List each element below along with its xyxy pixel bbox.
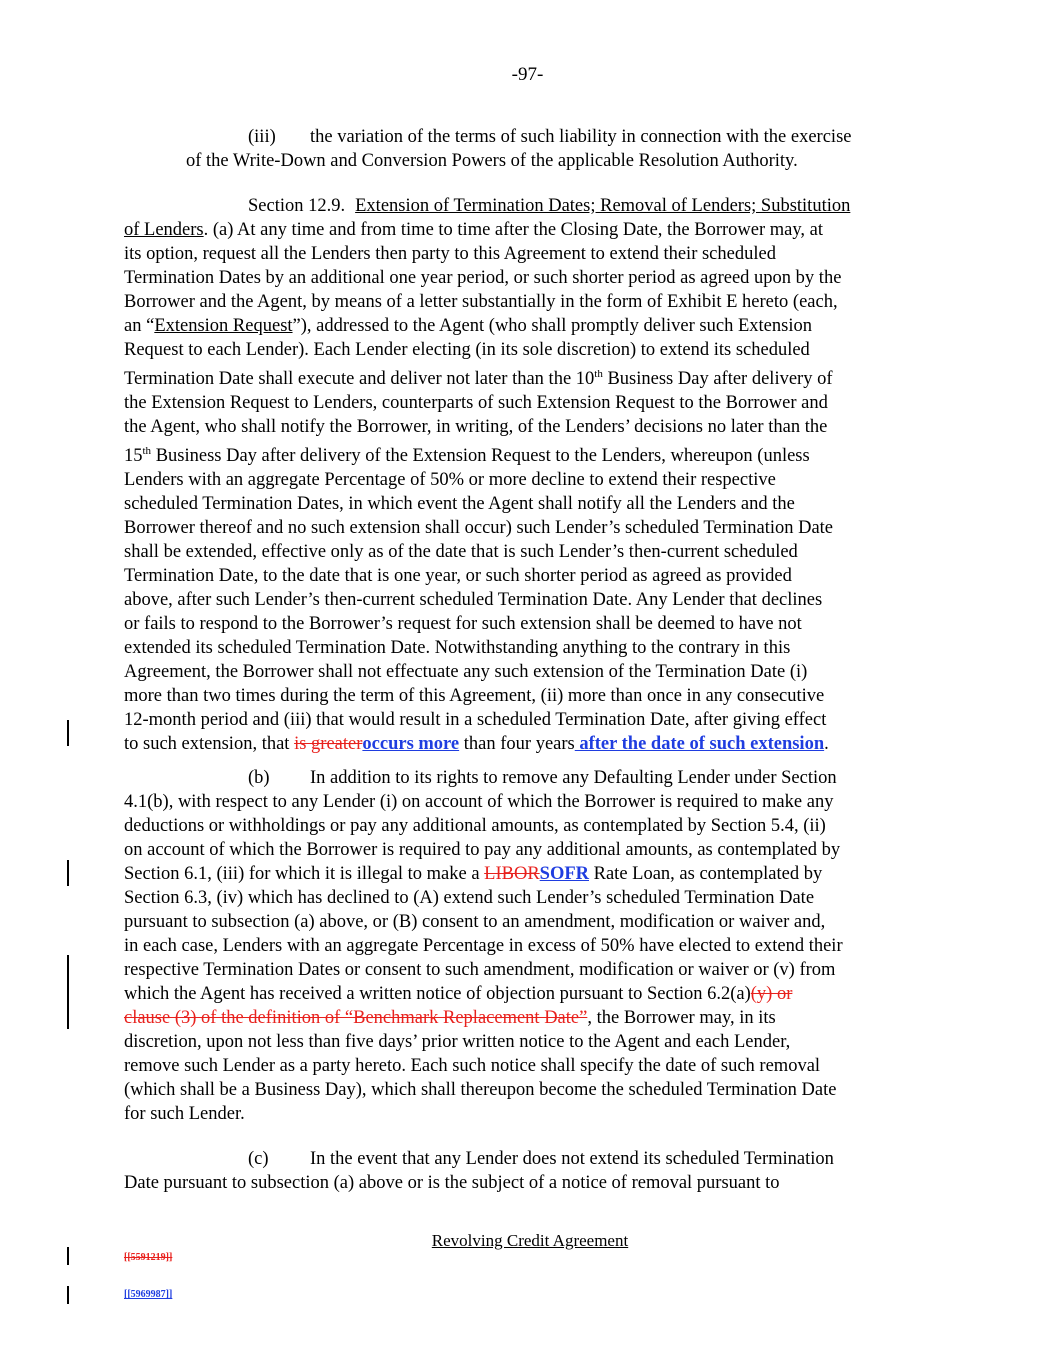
- paragraph-b: (b) In addition to its rights to remove any Defaulting Lender under Section 4.1(b), with respect to any Lender (i) on account of which the Borrower is required to make any deductions or withholdings or pay any additional amounts, as contemplated by Section 5.4, (ii) on account of which the Borrower is required to pay any additional amounts, as contemplated by Section 6.1, (iii) for which it is illegal to make a LIBORSOFR Rate Loan, as contemplated by Section 6.3, (iv) which has declined to (A) extend such Lender’s scheduled Termination Date pursuant to subsection (a) above, or (B) consent to an amendment, modification or waiver and, in each case, Lenders with an aggregate Percentage in excess of 50% have elected to extend their respective Termination Dates or consent to such amendment, modification or waiver or (v) from which the Agent has received a written notice of objection pursuant to Section 6.2(a)(y) or clause (3) of the definition of “Benchmark Replacement Date”, the Borrower may, in its discretion, upon not less than five days’ prior written notice to the Agent and each Lender, remove such Lender as a party hereto. Each such notice shall specify the date of such removal (which shall be a Business Day), which shall thereupon become the scheduled Termination Date for such Lender.: [124, 768, 843, 1124]
- page-number: -97-: [511, 64, 544, 85]
- deleted-text: clause (3) of the definition of “Benchmark Replacement Date”: [124, 1008, 588, 1028]
- defined-term: Extension Request: [154, 316, 293, 336]
- section-heading-cont: of Lenders: [124, 220, 204, 240]
- old-document-id: [[5591219]]: [124, 1252, 173, 1263]
- inserted-text: after the date of such extension: [574, 734, 825, 755]
- change-bar: [67, 720, 69, 746]
- paragraph-iii: (iii) the variation of the terms of such liability in connection with the exercise of the Write-Down and Conversion Powers of the applicable Resolution Authority.: [186, 127, 852, 171]
- section-number: Section 12.9.: [248, 196, 346, 216]
- section-12-9: Section 12.9. Extension of Termination Dates; Removal of Lenders; Substitution of Lenders. (a) At any time and from time to time after the Closing Date, the Borrower may, at its option, request all the Lenders then party to this Agreement to extend their scheduled Termination Dates by an additional one year period, or such shorter period as agreed upon by the Borrower and the Agent, by means of a letter substantially in the form of Exhibit E hereto (each, an “Extension Request”), addressed to the Agent (who shall promptly deliver such Extension Request to each Lender). Each Lender electing (in its sole discretion) to extend its scheduled Termination Date shall execute and deliver not later than the 10th Business Day after delivery of the Extension Request to Lenders, counterparts of such Extension Request to the Borrower and the Agent, who shall notify the Borrower, in writing, of the Lenders’ decisions no later than the 15th Business Day after delivery of the Extension Request to the Lenders, whereupon (unless Lenders with an aggregate Percentage of 50% or more decline to extend their respective scheduled Termination Dates, in which event the Agent shall notify all the Lenders and the Borrower thereof and no such extension shall occur) such Lender’s scheduled Termination Date shall be extended, effective only as of the date that is such Lender’s then-current scheduled Termination Date, to the date that is one year, or such shorter period as agreed as provided above, after such Lender’s then-current scheduled Termination Date. Any Lender that declines or fails to respond to the Borrower’s request for such extension shall be deemed to have not extended its scheduled Termination Date. Notwithstanding anything to the contrary in this Agreement, the Borrower shall not effectuate any such extension of the Termination Date (i) more than two times during the term of this Agreement, (ii) more than once in any consecutive 12-month period and (iii) that would result in a scheduled Termination Date, after giving effect to such extension, that is greateroccurs more than four years after the date of such extension.: [124, 196, 851, 755]
- deleted-text: is greater: [294, 734, 363, 755]
- deleted-text: (y) or: [750, 984, 793, 1004]
- change-bar: [67, 955, 69, 1029]
- inserted-text: SOFR: [539, 864, 589, 884]
- new-document-id: [[5969987]]: [124, 1289, 173, 1300]
- change-bar: [67, 1286, 69, 1304]
- clause-number: (b): [248, 768, 270, 788]
- footer-title: Revolving Credit Agreement: [431, 1231, 629, 1250]
- deleted-text: LIBOR: [484, 864, 540, 884]
- paragraph-c: (c) In the event that any Lender does not extend its scheduled Termination Date pursuant to subsection (a) above or is the subject of a notice of removal pursuant to: [124, 1149, 834, 1193]
- section-heading: Extension of Termination Dates; Removal of Lenders; Substitution: [355, 196, 851, 216]
- clause-number: (c): [248, 1149, 269, 1169]
- inserted-text: occurs more: [362, 734, 460, 755]
- clause-number: (iii): [248, 127, 276, 147]
- change-bar: [67, 860, 69, 886]
